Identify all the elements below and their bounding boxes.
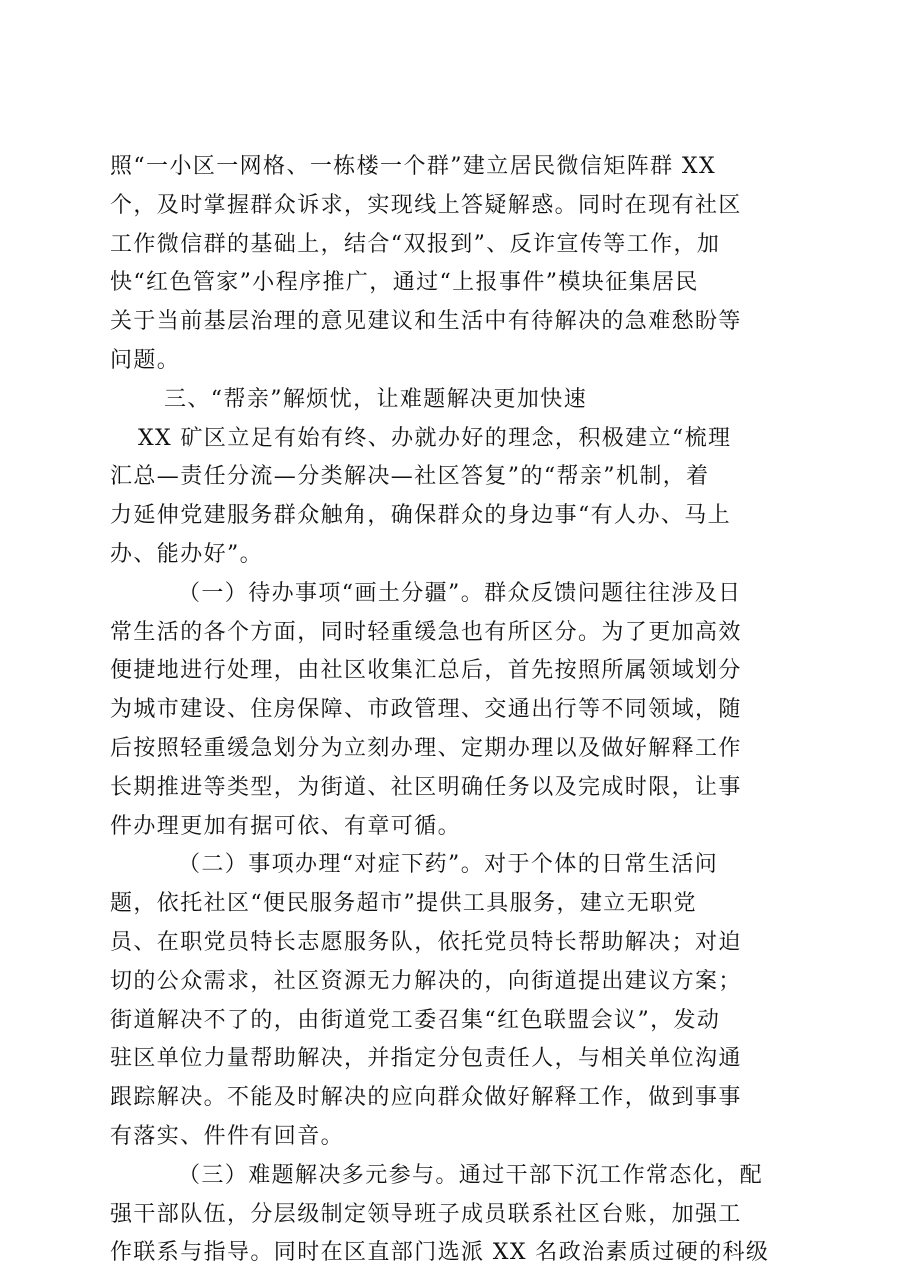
- text-line: 办、能办好”。: [110, 541, 264, 567]
- text-line: 关于当前基层治理的意见建议和生活中有待解决的急难愁盼等: [110, 309, 742, 335]
- document-body: [110, 148, 800, 1273]
- text-line: 题，依托社区“便民服务超市”提供工具服务，建立无职党: [110, 891, 697, 917]
- text-line: 作联系与指导。同时在区直部门选派 XX 名政治素质过硬的科级: [110, 1240, 770, 1266]
- text-line: 工作微信群的基础上，结合“双报到”、反诈宣传等工作，加: [110, 231, 721, 257]
- text-line: 汇总—责任分流—分类解决—社区答复”的“帮亲”机制，着: [110, 464, 710, 490]
- text-line: 个，及时掌握群众诉求，实现线上答疑解惑。同时在现有社区: [110, 192, 742, 218]
- text-line: 有落实、件件有回音。: [110, 1123, 345, 1149]
- text-line: 切的公众需求，社区资源无力解决的，向街道提出建议方案；: [110, 968, 742, 994]
- subsection-heading-line: （二）事项办理“对症下药”。对于个体的日常生活问: [178, 852, 719, 878]
- text-line: 问题。: [110, 347, 181, 373]
- text-line: 员、在职党员特长志愿服务队，依托党员特长帮助解决；对迫: [110, 929, 742, 955]
- text-line: 后按照轻重缓急划分为立刻办理、定期办理以及做好解释工作: [110, 735, 742, 761]
- text-line: 强干部队伍，分层级制定领导班子成员联系社区台账，加强工: [110, 1201, 742, 1227]
- section-heading: 三、“帮亲”解烦忧，让难题解决更加快速: [164, 386, 588, 412]
- subsection-heading-line: （一）待办事项“画土分疆”。群众反馈问题往往涉及日: [178, 580, 742, 606]
- text-line: 为城市建设、住房保障、市政管理、交通出行等不同领域，随: [110, 697, 742, 723]
- text-line: 照“一小区一网格、一栋楼一个群”建立居民微信矩阵群 XX: [110, 154, 717, 179]
- text-line: 件办理更加有据可依、有章可循。: [110, 813, 462, 839]
- text-line: 驻区单位力量帮助解决，并指定分包责任人，与相关单位沟通: [110, 1046, 742, 1072]
- text-line: 力延伸党建服务群众触角，确保群众的身边事“有人办、马上: [110, 503, 732, 529]
- text-line: 常生活的各个方面，同时轻重缓急也有所区分。为了更加高效: [110, 619, 742, 645]
- paragraph-first-line: XX 矿区立足有始有终、办就办好的理念，积极建立“梳理: [138, 425, 732, 451]
- subsection-heading-line: （三）难题解决多元参与。通过干部下沉工作常态化，配: [178, 1162, 764, 1188]
- text-line: 跟踪解决。不能及时解决的应向群众做好解释工作，做到事事: [110, 1085, 742, 1111]
- text-line: 快“红色管家”小程序推广，通过“上报事件”模块征集居民: [110, 270, 699, 296]
- text-line: 便捷地进行处理，由社区收集汇总后，首先按照所属领域划分: [110, 658, 742, 684]
- text-line: 街道解决不了的，由街道党工委召集“红色联盟会议”，发动: [110, 1007, 721, 1033]
- text-line: 长期推进等类型，为街道、社区明确任务以及完成时限，让事: [110, 774, 742, 800]
